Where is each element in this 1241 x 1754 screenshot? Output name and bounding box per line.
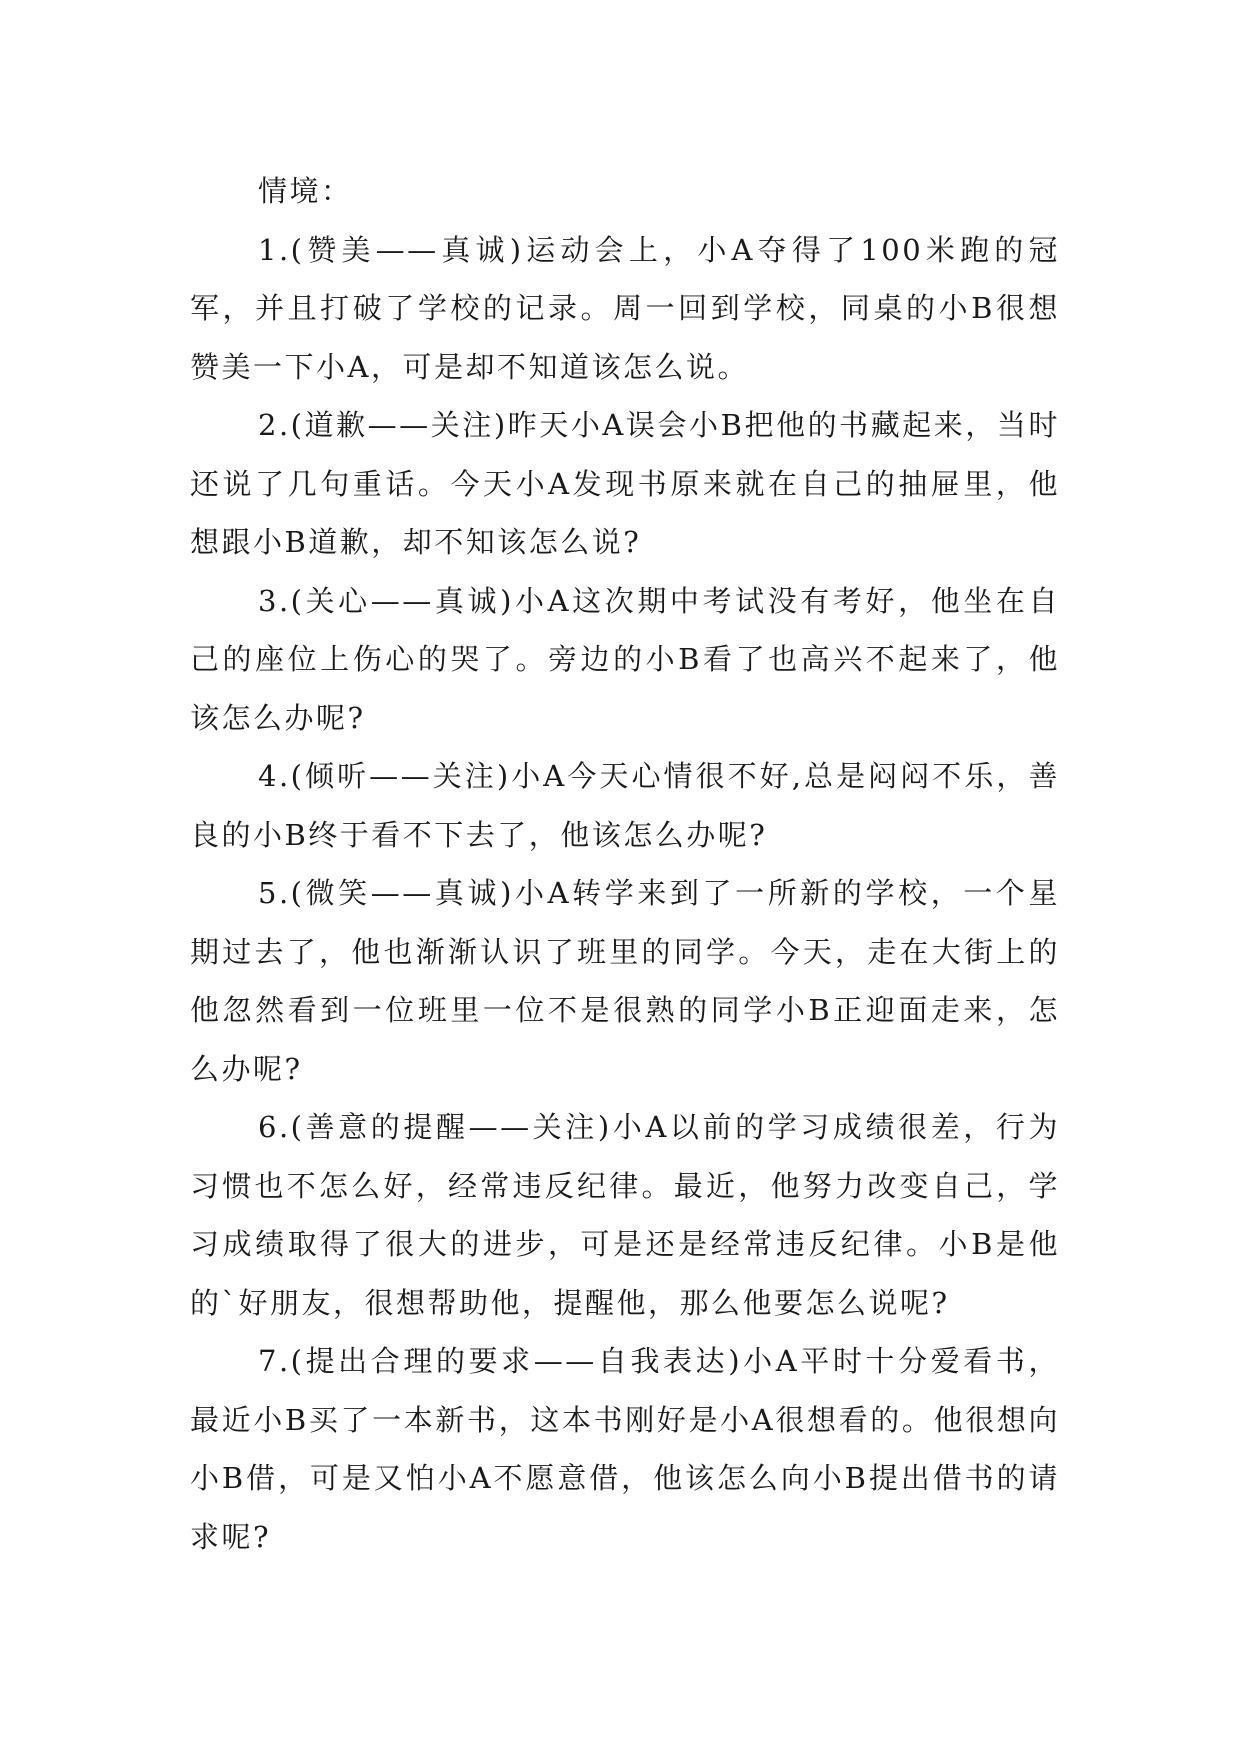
- section-heading: 情境：: [258, 174, 353, 208]
- scenario-paragraph-3: 3.(关心——真诚)小A这次期中考试没有考好，他坐在自己的座位上伤心的哭了。旁边的小B看了也高兴不起来了，他该怎么办呢?: [190, 583, 1060, 735]
- scenario-paragraph-5: 5.(微笑——真诚)小A转学来到了一所新的学校，一个星期过去了，他也渐渐认识了班里的同学。今天，走在大街上的他忽然看到一位班里一位不是很熟的同学小B正迎面走来，怎么办呢?: [190, 876, 1060, 1086]
- document-body: [190, 162, 1060, 1566]
- scenario-paragraph-6: 6.(善意的提醒——关注)小A以前的学习成绩很差，行为习惯也不怎么好，经常违反纪律。最近，他努力改变自己，学习成绩取得了很大的进步，可是还是经常违反纪律。小B是他的`好朋友，很想帮助他，提醒他，那么他要怎么说呢?: [190, 1110, 1060, 1320]
- scenario-paragraph-2: 2.(道歉——关注)昨天小A误会小B把他的书藏起来，当时还说了几句重话。今天小A发现书原来就在自己的抽屉里，他想跟小B道歉，却不知该怎么说?: [190, 408, 1060, 559]
- scenario-paragraph-4: 4.(倾听——关注)小A今天心情很不好,总是闷闷不乐，善良的小B终于看不下去了，他该怎么办呢?: [190, 759, 1060, 852]
- scenario-paragraph-1: 1.(赞美——真诚)运动会上，小A夺得了100米跑的冠军，并且打破了学校的记录。周一回到学校，同桌的小B很想赞美一下小A，可是却不知道该怎么说。: [190, 232, 1060, 384]
- scenario-paragraph-7: 7.(提出合理的要求——自我表达)小A平时十分爱看书，最近小B买了一本新书，这本书刚好是小A很想看的。他很想向小B借，可是又怕小A不愿意借，他该怎么向小B提出借书的请求呢?: [190, 1344, 1060, 1554]
